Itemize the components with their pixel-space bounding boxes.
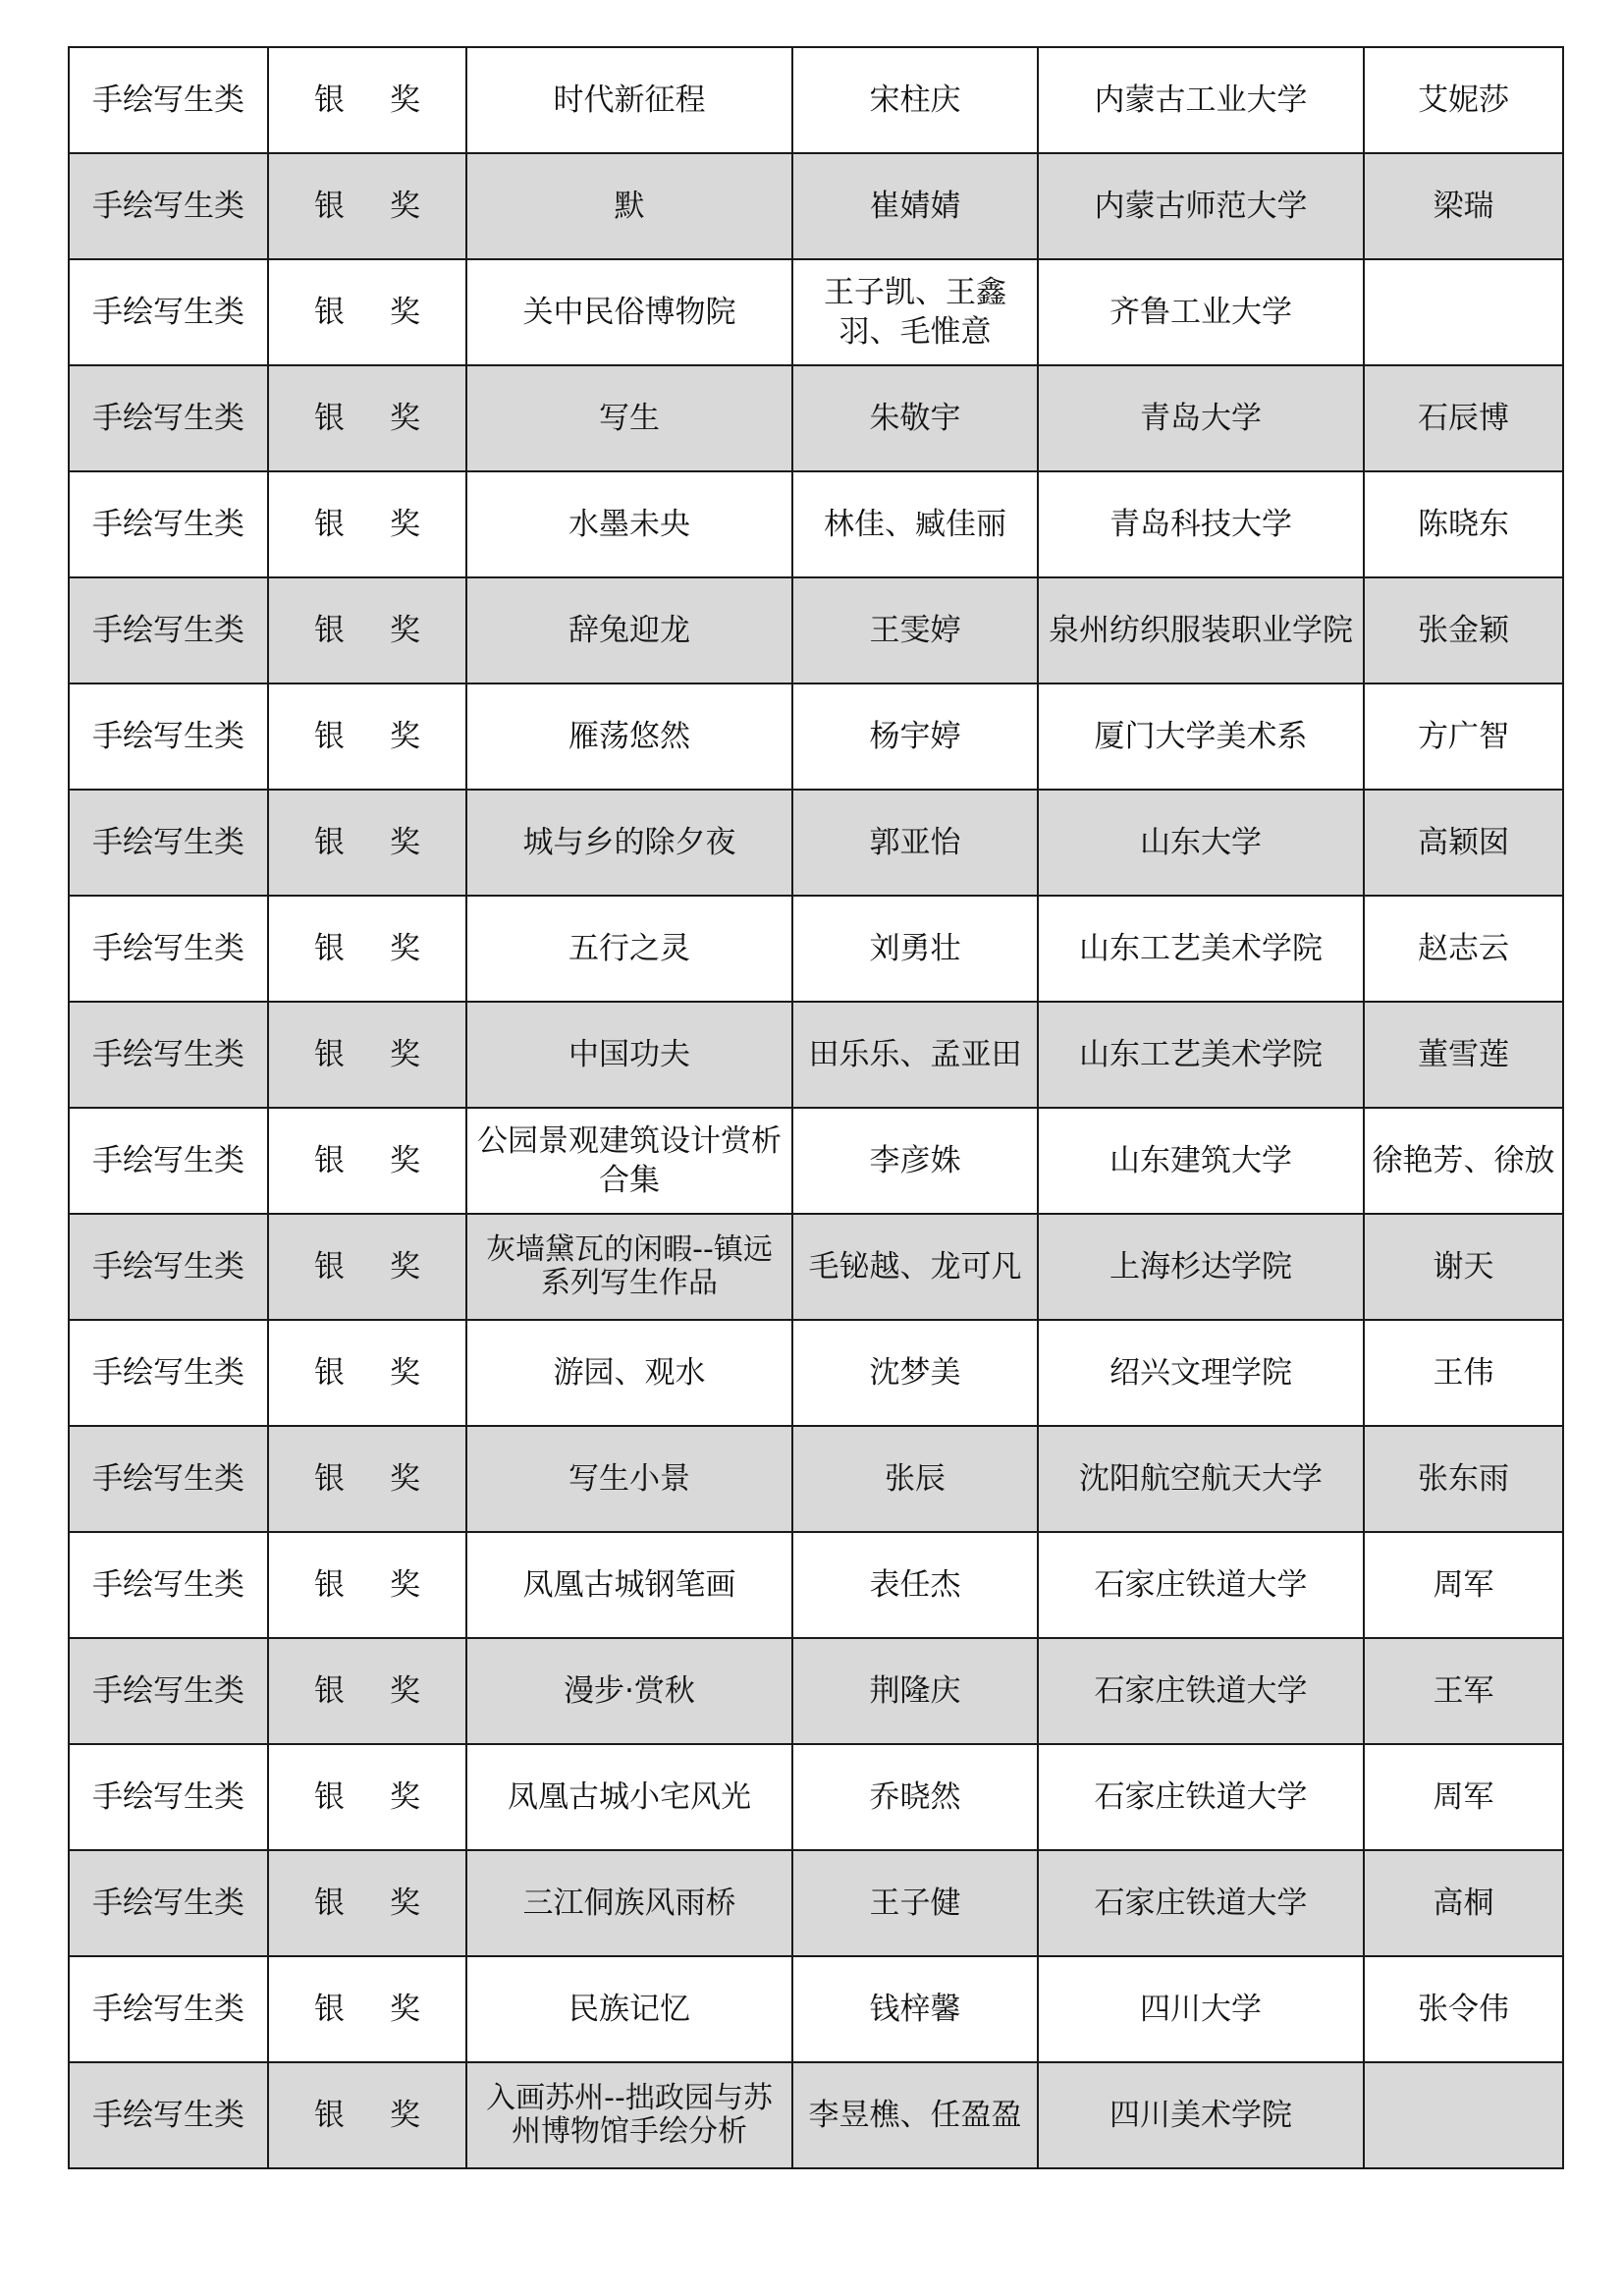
advisor-cell: 陈晓东 [1364, 471, 1563, 577]
work-title-cell: 入画苏州--拙政园与苏州博物馆手绘分析 [466, 2062, 792, 2168]
work-title-cell: 城与乡的除夕夜 [466, 790, 792, 896]
award-char-2: 奖 [390, 1673, 420, 1709]
work-title-cell: 公园景观建筑设计赏析合集 [466, 1108, 792, 1214]
award-cell [268, 1850, 466, 1956]
category-cell: 手绘写生类 [69, 1002, 268, 1108]
award-char-2: 奖 [390, 189, 420, 224]
work-title-cell: 凤凰古城钢笔画 [466, 1532, 792, 1638]
work-title-cell: 三江侗族风雨桥 [466, 1850, 792, 1956]
school-cell: 齐鲁工业大学 [1038, 259, 1364, 365]
award-char-2: 奖 [390, 825, 420, 860]
award-char-1: 银 [314, 1673, 345, 1709]
award-char-1: 银 [314, 1249, 345, 1285]
school-cell: 上海杉达学院 [1038, 1214, 1364, 1320]
advisor-cell: 梁瑞 [1364, 153, 1563, 259]
authors-cell: 李彦姝 [792, 1108, 1038, 1214]
authors-cell: 沈梦美 [792, 1320, 1038, 1426]
award-char-1: 银 [314, 613, 345, 648]
award-char-1: 银 [314, 1143, 345, 1178]
award-cell [268, 471, 466, 577]
advisor-cell: 石辰博 [1364, 365, 1563, 471]
school-cell: 石家庄铁道大学 [1038, 1638, 1364, 1744]
advisor-cell [1364, 2062, 1563, 2168]
award-char-1: 银 [314, 82, 345, 118]
advisor-cell: 高颖囡 [1364, 790, 1563, 896]
advisor-cell: 王军 [1364, 1638, 1563, 1744]
authors-cell: 朱敬宇 [792, 365, 1038, 471]
advisor-cell: 张令伟 [1364, 1956, 1563, 2062]
category-cell: 手绘写生类 [69, 790, 268, 896]
award-cell [268, 1320, 466, 1426]
award-char-1: 银 [314, 1567, 345, 1603]
category-cell: 手绘写生类 [69, 1426, 268, 1532]
school-cell: 泉州纺织服装职业学院 [1038, 577, 1364, 683]
category-cell: 手绘写生类 [69, 1638, 268, 1744]
authors-cell: 刘勇壮 [792, 896, 1038, 1002]
category-cell: 手绘写生类 [69, 1532, 268, 1638]
award-char-2: 奖 [390, 82, 420, 118]
table-row [69, 259, 1563, 365]
category-cell: 手绘写生类 [69, 365, 268, 471]
authors-cell: 王雯婷 [792, 577, 1038, 683]
table-row [69, 471, 1563, 577]
advisor-cell: 赵志云 [1364, 896, 1563, 1002]
school-cell: 厦门大学美术系 [1038, 683, 1364, 790]
authors-cell: 钱梓馨 [792, 1956, 1038, 2062]
table-row [69, 1850, 1563, 1956]
award-char-1: 银 [314, 825, 345, 860]
award-cell [268, 1532, 466, 1638]
advisor-cell: 周军 [1364, 1744, 1563, 1850]
award-char-2: 奖 [390, 1567, 420, 1603]
award-char-2: 奖 [390, 401, 420, 436]
work-title-cell: 默 [466, 153, 792, 259]
authors-cell: 毛铋越、龙可凡 [792, 1214, 1038, 1320]
work-title-cell: 民族记忆 [466, 1956, 792, 2062]
award-cell [268, 577, 466, 683]
work-title-cell: 时代新征程 [466, 47, 792, 153]
school-cell: 山东大学 [1038, 790, 1364, 896]
award-cell [268, 896, 466, 1002]
award-cell [268, 47, 466, 153]
table-row [69, 1532, 1563, 1638]
work-title-cell: 中国功夫 [466, 1002, 792, 1108]
authors-cell: 田乐乐、孟亚田 [792, 1002, 1038, 1108]
award-char-1: 银 [314, 1992, 345, 2027]
award-cell [268, 1638, 466, 1744]
award-char-1: 银 [314, 1779, 345, 1815]
award-cell [268, 790, 466, 896]
award-char-1: 银 [314, 1886, 345, 1921]
award-cell [268, 1744, 466, 1850]
school-cell: 石家庄铁道大学 [1038, 1532, 1364, 1638]
school-cell: 山东工艺美术学院 [1038, 1002, 1364, 1108]
school-cell: 青岛科技大学 [1038, 471, 1364, 577]
category-cell: 手绘写生类 [69, 1744, 268, 1850]
award-char-2: 奖 [390, 1461, 420, 1497]
table-row [69, 896, 1563, 1002]
authors-cell: 李昱樵、任盈盈 [792, 2062, 1038, 2168]
award-char-2: 奖 [390, 931, 420, 966]
table-row [69, 153, 1563, 259]
award-char-2: 奖 [390, 1143, 420, 1178]
category-cell: 手绘写生类 [69, 1108, 268, 1214]
table-row [69, 1426, 1563, 1532]
authors-cell: 王子健 [792, 1850, 1038, 1956]
school-cell: 绍兴文理学院 [1038, 1320, 1364, 1426]
advisor-cell [1364, 259, 1563, 365]
advisor-cell: 徐艳芳、徐放 [1364, 1108, 1563, 1214]
school-cell: 四川大学 [1038, 1956, 1364, 2062]
advisor-cell: 周军 [1364, 1532, 1563, 1638]
authors-cell: 林佳、臧佳丽 [792, 471, 1038, 577]
award-char-1: 银 [314, 1355, 345, 1391]
category-cell: 手绘写生类 [69, 896, 268, 1002]
table-row [69, 577, 1563, 683]
award-char-2: 奖 [390, 719, 420, 754]
work-title-cell: 灰墙黛瓦的闲暇--镇远系列写生作品 [466, 1214, 792, 1320]
award-cell [268, 153, 466, 259]
category-cell: 手绘写生类 [69, 683, 268, 790]
table-row [69, 1320, 1563, 1426]
work-title-cell: 游园、观水 [466, 1320, 792, 1426]
award-cell [268, 1108, 466, 1214]
school-cell: 石家庄铁道大学 [1038, 1744, 1364, 1850]
award-cell [268, 1214, 466, 1320]
authors-cell: 郭亚怡 [792, 790, 1038, 896]
table-row [69, 1108, 1563, 1214]
table-row [69, 2062, 1563, 2168]
work-title-cell: 写生小景 [466, 1426, 792, 1532]
school-cell: 内蒙古工业大学 [1038, 47, 1364, 153]
authors-cell: 乔晓然 [792, 1744, 1038, 1850]
table-row [69, 1744, 1563, 1850]
table-row [69, 1956, 1563, 2062]
award-char-2: 奖 [390, 2098, 420, 2133]
award-cell [268, 1426, 466, 1532]
table-row [69, 1002, 1563, 1108]
table-row [69, 1638, 1563, 1744]
category-cell: 手绘写生类 [69, 259, 268, 365]
table-row [69, 790, 1563, 896]
work-title-cell: 五行之灵 [466, 896, 792, 1002]
category-cell: 手绘写生类 [69, 1850, 268, 1956]
award-char-1: 银 [314, 931, 345, 966]
award-char-2: 奖 [390, 1355, 420, 1391]
award-cell [268, 259, 466, 365]
award-char-2: 奖 [390, 295, 420, 330]
award-char-1: 银 [314, 401, 345, 436]
table-body [69, 47, 1563, 2168]
advisor-cell: 张东雨 [1364, 1426, 1563, 1532]
school-cell: 山东建筑大学 [1038, 1108, 1364, 1214]
award-char-1: 银 [314, 1461, 345, 1497]
school-cell: 内蒙古师范大学 [1038, 153, 1364, 259]
advisor-cell: 王伟 [1364, 1320, 1563, 1426]
table-row [69, 47, 1563, 153]
award-char-1: 银 [314, 507, 345, 542]
table-row [69, 365, 1563, 471]
award-char-1: 银 [314, 189, 345, 224]
award-char-1: 银 [314, 2098, 345, 2133]
award-cell [268, 683, 466, 790]
award-char-1: 银 [314, 719, 345, 754]
advisor-cell: 艾妮莎 [1364, 47, 1563, 153]
award-char-1: 银 [314, 1037, 345, 1072]
award-char-1: 银 [314, 295, 345, 330]
authors-cell: 表任杰 [792, 1532, 1038, 1638]
award-char-2: 奖 [390, 1249, 420, 1285]
advisor-cell: 方广智 [1364, 683, 1563, 790]
category-cell: 手绘写生类 [69, 2062, 268, 2168]
award-char-2: 奖 [390, 1037, 420, 1072]
award-cell [268, 2062, 466, 2168]
authors-cell: 宋柱庆 [792, 47, 1038, 153]
advisor-cell: 谢天 [1364, 1214, 1563, 1320]
authors-cell: 张辰 [792, 1426, 1038, 1532]
work-title-cell: 辞兔迎龙 [466, 577, 792, 683]
work-title-cell: 写生 [466, 365, 792, 471]
award-cell [268, 365, 466, 471]
table-row [69, 683, 1563, 790]
authors-cell: 荆隆庆 [792, 1638, 1038, 1744]
school-cell: 石家庄铁道大学 [1038, 1850, 1364, 1956]
work-title-cell: 关中民俗博物院 [466, 259, 792, 365]
school-cell: 四川美术学院 [1038, 2062, 1364, 2168]
school-cell: 沈阳航空航天大学 [1038, 1426, 1364, 1532]
table-row [69, 1214, 1563, 1320]
award-char-2: 奖 [390, 507, 420, 542]
authors-cell: 王子凯、王鑫羽、毛惟意 [792, 259, 1038, 365]
advisor-cell: 高桐 [1364, 1850, 1563, 1956]
category-cell: 手绘写生类 [69, 577, 268, 683]
award-cell [268, 1956, 466, 2062]
award-char-2: 奖 [390, 1886, 420, 1921]
school-cell: 山东工艺美术学院 [1038, 896, 1364, 1002]
award-char-2: 奖 [390, 1992, 420, 2027]
work-title-cell: 水墨未央 [466, 471, 792, 577]
category-cell: 手绘写生类 [69, 153, 268, 259]
work-title-cell: 凤凰古城小宅风光 [466, 1744, 792, 1850]
authors-cell: 崔婧婧 [792, 153, 1038, 259]
award-table [68, 46, 1564, 2169]
work-title-cell: 雁荡悠然 [466, 683, 792, 790]
category-cell: 手绘写生类 [69, 471, 268, 577]
category-cell: 手绘写生类 [69, 1214, 268, 1320]
award-char-2: 奖 [390, 1779, 420, 1815]
school-cell: 青岛大学 [1038, 365, 1364, 471]
category-cell: 手绘写生类 [69, 47, 268, 153]
award-char-2: 奖 [390, 613, 420, 648]
category-cell: 手绘写生类 [69, 1956, 268, 2062]
advisor-cell: 张金颖 [1364, 577, 1563, 683]
authors-cell: 杨宇婷 [792, 683, 1038, 790]
advisor-cell: 董雪莲 [1364, 1002, 1563, 1108]
work-title-cell: 漫步·赏秋 [466, 1638, 792, 1744]
award-cell [268, 1002, 466, 1108]
category-cell: 手绘写生类 [69, 1320, 268, 1426]
